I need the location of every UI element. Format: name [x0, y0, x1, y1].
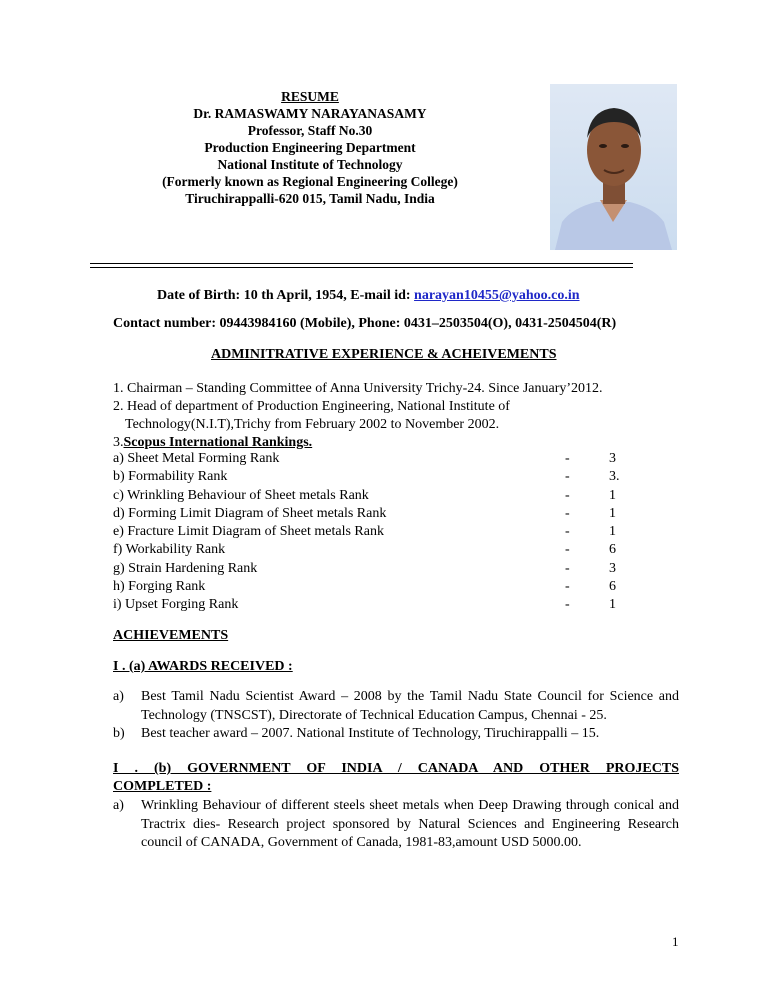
ranking-value: 1 — [609, 597, 616, 613]
header-divider-bottom — [90, 267, 633, 268]
ranking-dash: - — [565, 542, 570, 558]
portrait-image — [550, 84, 677, 250]
admin-item-2: 2. Head of department of Production Engineering, National Institute of — [113, 399, 510, 414]
ranking-label: i) Upset Forging Rank — [113, 597, 239, 613]
institute-address: Tiruchirappalli-620 015, Tamil Nadu, India — [185, 191, 435, 206]
ranking-value: 1 — [609, 487, 616, 503]
ranking-label: a) Sheet Metal Forming Rank — [113, 451, 280, 466]
ranking-dash: - — [565, 579, 570, 595]
admin-item-1: 1. Chairman – Standing Committee of Anna University Trichy-24. Since January’2012. — [113, 381, 603, 396]
person-name: Dr. RAMASWAMY NARAYANASAMY — [193, 106, 427, 121]
ranking-value: 1 — [609, 524, 616, 540]
awards-heading: I . (a) AWARDS RECEIVED : — [113, 659, 293, 674]
header-divider-top — [90, 263, 633, 264]
ranking-label: f) Workability Rank — [113, 542, 226, 558]
admin-heading: ADMINITRATIVE EXPERIENCE & ACHEIVEMENTS — [211, 347, 557, 362]
ranking-value: 3. — [609, 469, 620, 485]
award-label: b) — [113, 726, 125, 741]
ranking-dash: - — [565, 597, 570, 613]
institute-name: National Institute of Technology — [217, 157, 403, 172]
awards-list — [113, 688, 679, 744]
ranking-label: c) Wrinkling Behaviour of Sheet metals Rank — [113, 487, 369, 503]
admin-item-2-cont: Technology(N.I.T),Trichy from February 2002 to November 2002. — [125, 417, 500, 432]
projects-list — [113, 797, 679, 853]
award-item — [113, 688, 679, 725]
scopus-rankings-heading: Scopus International Rankings. — [123, 435, 313, 450]
award-item — [113, 725, 679, 744]
award-text: Best Tamil Nadu Scientist Award – 2008 by the Tamil Nadu State Council for Science and Technology (TNSCST), Directorate of Technical Education Campus, Chennai - 25. — [141, 689, 679, 723]
ranking-label: h) Forging Rank — [113, 579, 206, 595]
ranking-dash: - — [565, 487, 570, 503]
project-item — [113, 797, 679, 853]
ranking-dash: - — [565, 469, 570, 485]
achievements-heading: ACHIEVEMENTS — [113, 628, 229, 643]
ranking-label: g) Strain Hardening Rank — [113, 560, 258, 576]
projects-heading: I . (b) GOVERNMENT OF INDIA / CANADA AND OTHER PROJECTS — [113, 761, 679, 776]
award-label: a) — [113, 689, 124, 704]
ranking-value: 3 — [609, 560, 616, 576]
ranking-value: 1 — [609, 505, 616, 521]
resume-header — [110, 88, 510, 207]
page-number: 1 — [672, 934, 679, 949]
admin-item-3-prefix: 3. — [113, 435, 124, 450]
project-label: a) — [113, 798, 124, 813]
ranking-value: 6 — [609, 579, 616, 595]
ranking-value: 3 — [609, 451, 616, 466]
former-name: (Formerly known as Regional Engineering College) — [162, 174, 458, 189]
department-name: Production Engineering Department — [204, 140, 416, 155]
projects-heading-cont: COMPLETED : — [113, 779, 212, 794]
ranking-dash: - — [565, 505, 570, 521]
dob-text: Date of Birth: 10 th April, 1954, E-mail id: — [157, 288, 411, 303]
project-text: Wrinkling Behaviour of different steels sheet metals when Deep Drawing through conical and Tractrix dies- Research project sponsored by Natural Sciences and Engineering Research council of CANADA, Government of Canada, 1981-83,amount USD 5000.00. — [141, 798, 679, 850]
position-title: Professor, Staff No.30 — [247, 123, 373, 138]
ranking-label: e) Fracture Limit Diagram of Sheet metals Rank — [113, 524, 384, 540]
resume-title: RESUME — [281, 89, 339, 104]
award-text: Best teacher award – 2007. National Institute of Technology, Tiruchirappalli – 15. — [141, 726, 600, 741]
email-link[interactable]: narayan10455@yahoo.co.in — [414, 288, 580, 303]
profile-photo — [550, 84, 677, 250]
ranking-dash: - — [565, 560, 570, 576]
ranking-dash: - — [565, 451, 570, 466]
ranking-label: d) Forming Limit Diagram of Sheet metals Rank — [113, 505, 387, 521]
dob-email-line — [157, 287, 580, 305]
ranking-value: 6 — [609, 542, 616, 558]
contact-line: Contact number: 09443984160 (Mobile), Phone: 0431–2503504(O), 0431-2504504(R) — [113, 316, 617, 331]
ranking-dash: - — [565, 524, 570, 540]
ranking-label: b) Formability Rank — [113, 469, 228, 485]
